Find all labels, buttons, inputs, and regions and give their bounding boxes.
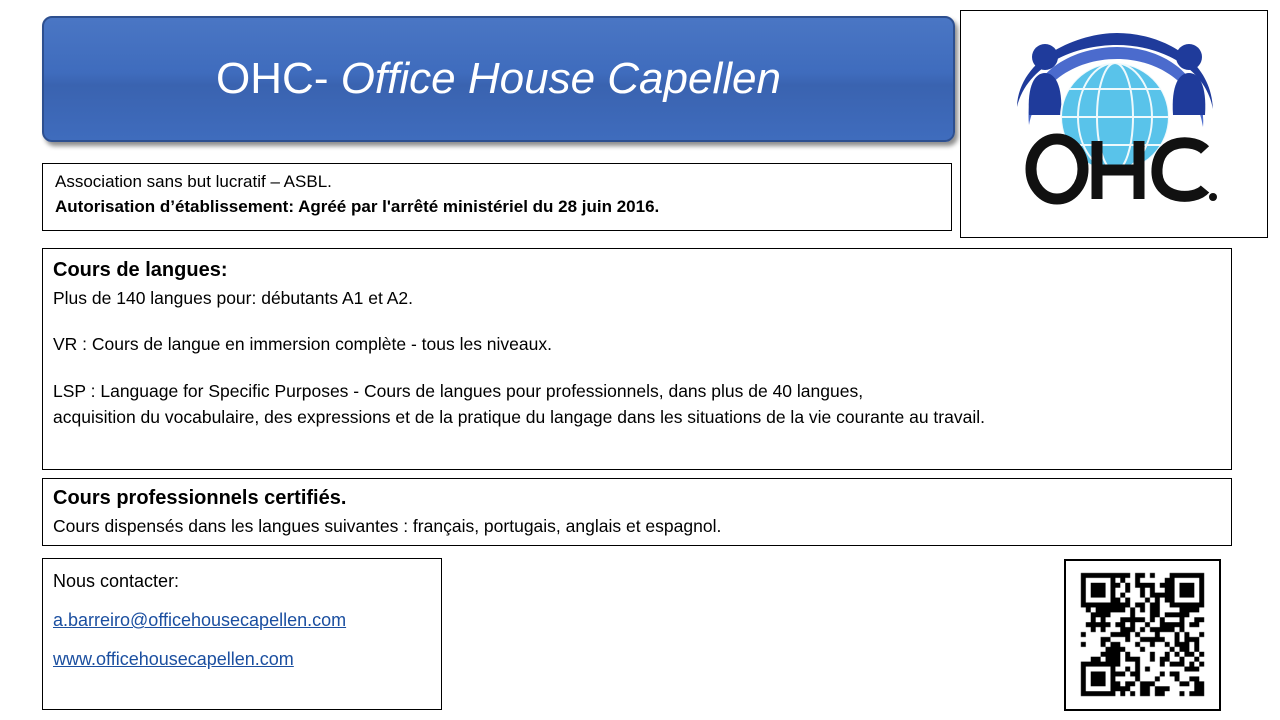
language-courses-line-4: acquisition du vocabulaire, des expressions et de la pratique du langage dans les situations de la vie courante au travail.: [53, 406, 985, 427]
language-courses-line-2: VR : Cours de langue en immersion complète - tous les niveaux.: [53, 334, 552, 355]
language-courses-line-1: Plus de 140 langues pour: débutants A1 et A2.: [53, 288, 413, 308]
spacer: [53, 311, 1231, 331]
contact-email-link[interactable]: a.barreiro@officehousecapellen.com: [53, 610, 347, 631]
professional-courses-heading: Cours professionnels certifiés.: [53, 487, 347, 509]
asbl-line-1: Association sans but lucratif – ASBL.: [55, 172, 332, 191]
professional-courses-line-1: Cours dispensés dans les langues suivantes : français, portugais, anglais et espagnol.: [53, 516, 722, 536]
qr-code-canvas: [1071, 566, 1214, 704]
language-courses-line-3: LSP : Language for Specific Purposes - Cours de langues pour professionnels, dans plus de 40 langues,: [53, 380, 864, 401]
contact-label: Nous contacter:: [53, 571, 180, 591]
page-title-emph: Office House Capellen: [340, 53, 781, 103]
page-title: [216, 55, 781, 103]
spacer: [53, 358, 1231, 378]
header-banner: [42, 16, 955, 142]
asbl-info-box: [42, 163, 952, 231]
logo-container: [960, 10, 1268, 238]
contact-box: [42, 558, 442, 710]
professional-courses-box: [42, 478, 1232, 546]
ohc-logo-icon: [999, 29, 1229, 219]
language-courses-heading: Cours de langues:: [53, 259, 228, 281]
qr-code[interactable]: [1064, 559, 1221, 711]
language-courses-box: [42, 248, 1232, 470]
page-title-plain: OHC-: [216, 53, 341, 103]
contact-website-link[interactable]: www.officehousecapellen.com: [53, 649, 294, 670]
asbl-line-2: Autorisation d’établissement: Agréé par l'arrêté ministériel du 28 juin 2016.: [55, 196, 660, 216]
